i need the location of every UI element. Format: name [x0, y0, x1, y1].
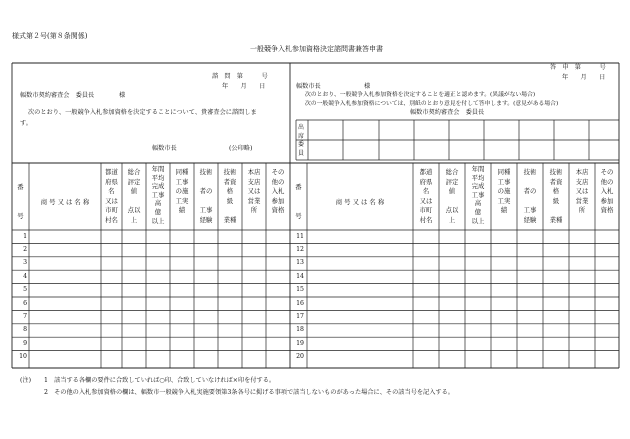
right-row-number: 13 — [296, 259, 304, 267]
right-row-number: 19 — [296, 339, 304, 347]
left-header-engineer-qualification: 技術 者資 格 級 業種 — [223, 168, 237, 224]
left-header-score: 総合 評定 値 点以 上 — [127, 168, 141, 224]
right-header-annual-revenue: 年間 平均 完成 工事 高 億 以上 — [471, 165, 485, 225]
answer-addressee: 輻数市長 様 — [296, 83, 371, 90]
left-header-number: 番 号 — [17, 183, 24, 220]
inquiry-date: 年 月 日 — [222, 83, 266, 90]
answer-signer: 輻数市契約審査会 委員長 — [410, 109, 485, 116]
left-row-number: 8 — [23, 326, 27, 334]
inquiry-body-line-2: す。 — [20, 120, 32, 127]
inquiry-number: 諮 問 第 号 — [212, 73, 268, 80]
note-item-1: 1 該当する各欄の要件に合致していれば○印、合致していなければ×印を付する。 — [44, 377, 276, 384]
inquiry-addressee: 輻数市契約審査会 委員長 様 — [20, 92, 126, 99]
right-header-branch-office: 本店 支店 又は 営業 所 — [575, 168, 589, 215]
left-row-number: 6 — [23, 299, 27, 307]
left-header-name: 商 号 又 は 名 称 — [40, 198, 90, 206]
left-row-number: 4 — [23, 272, 27, 280]
inquiry-body-line-1: 次のとおり、一般競争入札参加資格を決定することについて、貴審査会に諮問しま — [28, 109, 257, 116]
right-header-engineer-qualification: 技術 者資 格 級 業種 — [549, 168, 563, 224]
left-header-similar-work: 同種 工事 の施 工実 績 — [175, 168, 189, 215]
left-header-branch-office: 本店 支店 又は 営業 所 — [247, 168, 261, 215]
left-header-other-qualification: その 他の 入札 参加 資格 — [271, 168, 285, 215]
left-header-prefecture: 都道 府県 名 又は 市町 村名 — [105, 168, 118, 224]
left-row-number: 1 — [23, 232, 27, 240]
right-row-number: 11 — [296, 232, 304, 240]
inquiry-signer: 輻数市長 — [152, 145, 177, 152]
attendance-members-label: 出 席 委 員 — [298, 124, 305, 157]
document-title: 一般競争入札参加資格決定諮問書兼答申書 — [250, 45, 383, 53]
right-header-engineer-experience: 技術 者の 工事 経験 — [523, 168, 537, 224]
left-row-number: 3 — [23, 259, 27, 267]
right-header-score: 総合 評定 値 点以 上 — [445, 168, 459, 224]
right-header-other-qualification: その 他の 入札 参加 資格 — [600, 168, 614, 215]
left-header-annual-revenue: 年間 平均 完成 工事 高 億 以上 — [151, 165, 165, 225]
answer-date: 年 月 日 — [562, 74, 606, 81]
form-number: 様式第２号(第８条関係) — [12, 32, 88, 40]
right-row-number: 12 — [296, 245, 304, 253]
seal-omitted-note: (公印略) — [229, 145, 253, 152]
right-row-number: 18 — [296, 326, 304, 334]
right-header-number: 番 号 — [295, 183, 302, 220]
right-header-name: 商 号 又 は 名 称 — [335, 198, 385, 206]
right-row-number: 14 — [296, 272, 304, 280]
answer-body-line-2: 次の一般競争入札参加資格については、別紙のとおり意見を付して答申します。(意見がある場合) — [305, 101, 559, 107]
right-header-similar-work: 同種 工事 の施 工実 績 — [497, 168, 511, 215]
answer-number: 答 申 第 号 — [550, 64, 606, 71]
left-row-number: 2 — [23, 245, 27, 253]
right-header-prefecture: 都道 府県 名 又は 市町 村名 — [419, 168, 433, 224]
right-row-number: 16 — [296, 299, 304, 307]
right-row-number: 17 — [296, 312, 304, 320]
right-row-number: 20 — [296, 353, 304, 361]
left-row-number: 7 — [23, 312, 27, 320]
notes-label: (注) — [20, 377, 32, 384]
note-item-2: 2 その他の入札参加資格の欄は、輻数市一般競争入札実施要領第3条各号に掲げる事項で該当しないものがあった場合に、その該当号を記入する。 — [44, 389, 454, 396]
left-row-number: 10 — [19, 353, 27, 361]
right-row-number: 15 — [296, 286, 304, 294]
left-header-engineer-experience: 技術 者の 工事 経験 — [199, 168, 213, 224]
left-row-number: 9 — [23, 339, 27, 347]
answer-body-line-1: 次のとおり、一般競争入札参加資格を決定することを適正と認めます。(異議がない場合) — [305, 92, 536, 98]
left-row-number: 5 — [23, 286, 27, 294]
